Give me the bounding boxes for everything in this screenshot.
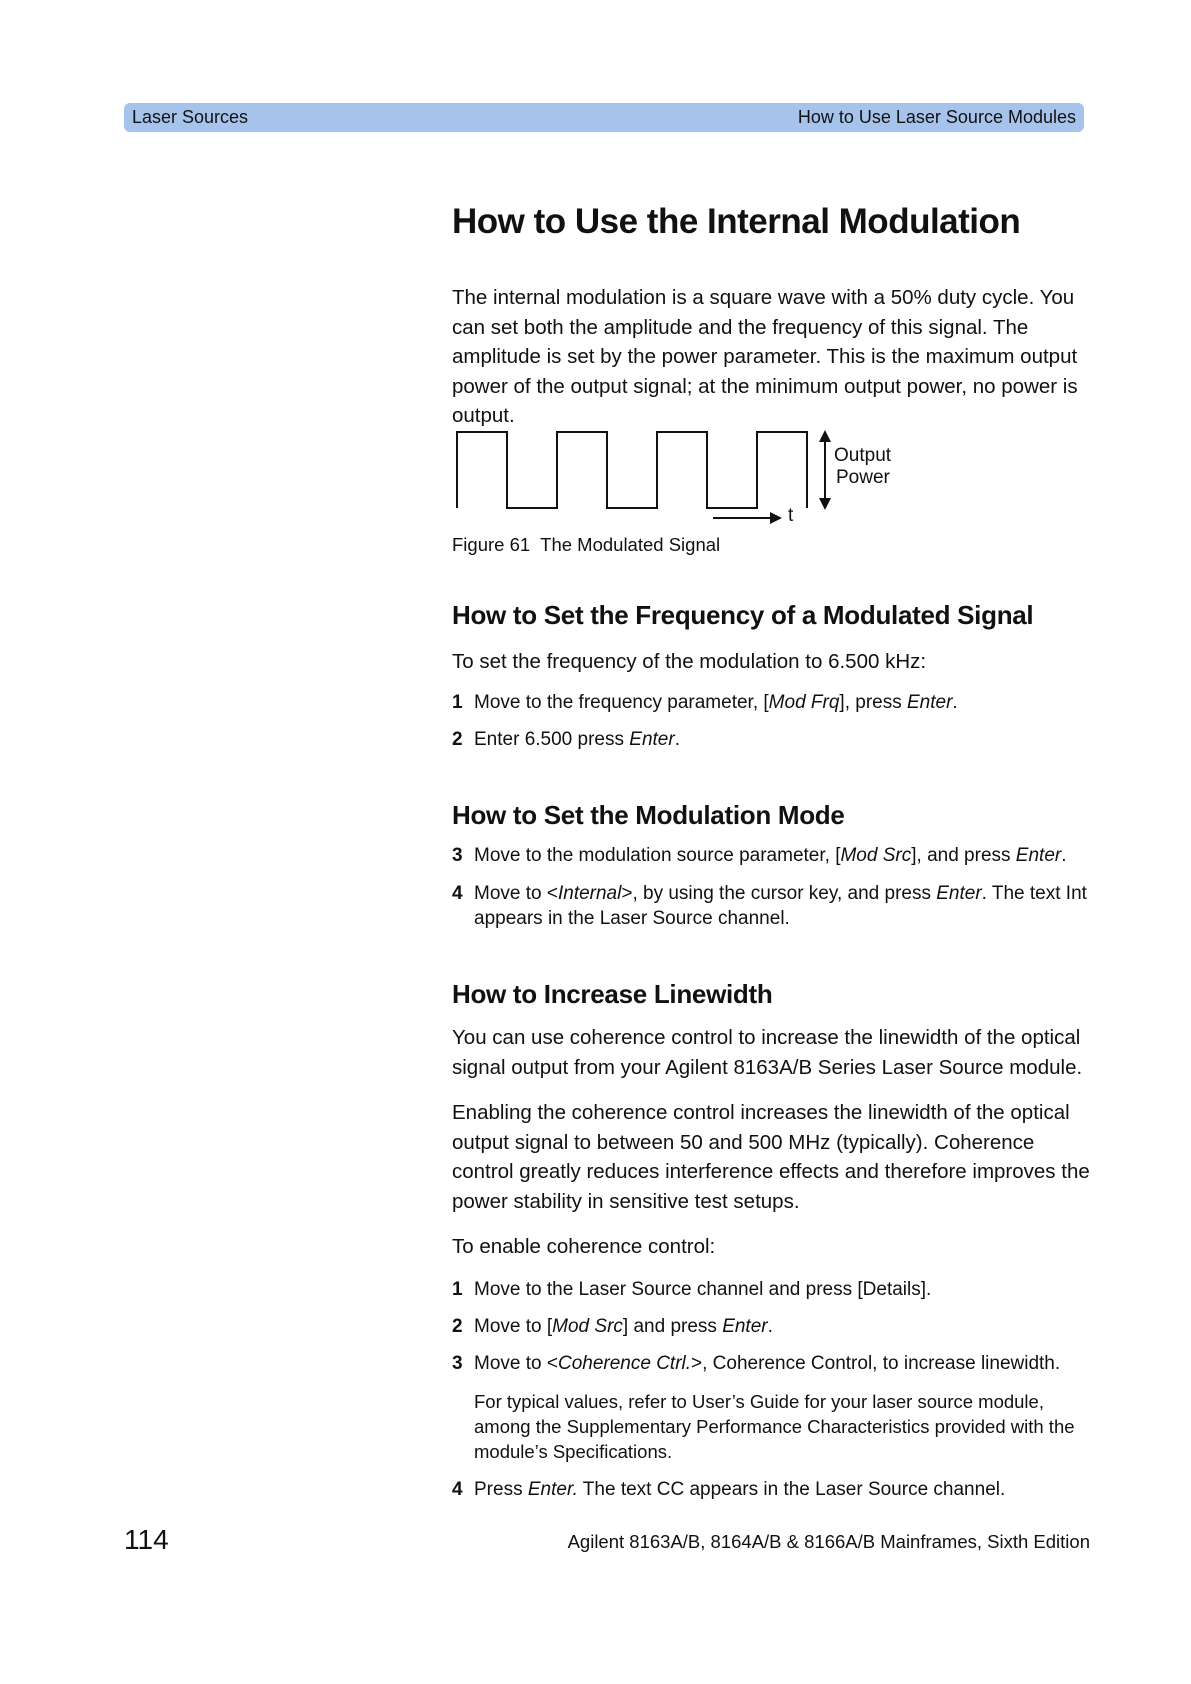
linewidth-para3-wrap [452,1232,1092,1262]
step-text: Move to [Mod Src] and press Enter. [474,1316,773,1337]
linewidth-para2-wrap [452,1098,1092,1216]
step-number: 3 [452,845,463,866]
running-header [124,103,1084,132]
linewidth-paragraph-2: Enabling the coherence control increases the linewidth of the optical output signal to between 50 and 500 MHz (typically). Coherence control greatly reduces interference effects and therefore improves the power stability in sensitive test setups. [452,1101,1090,1213]
section-internal-modulation [452,202,1092,242]
step-text: Enter 6.500 press Enter. [474,729,680,750]
frequency-intro-wrap [452,647,1092,677]
page-title: How to Use the Internal Modulation [452,202,1021,241]
time-arrowhead [770,512,782,524]
step-text: Press Enter. The text CC appears in the Laser Source channel. [474,1479,1006,1500]
step-text: Move to the modulation source parameter, [Mod Src], and press Enter. [474,845,1067,866]
step-text: Move to the frequency parameter, [Mod Frq], press Enter. [474,692,958,713]
note-typical-values: For typical values, refer to User’s Guide for your laser source module, among the Supplementary Performance Characteristics provided with the module’s Specifications. [474,1391,1075,1462]
section-linewidth-heading-wrap [452,979,1092,1010]
figure-caption [452,534,720,556]
step-number: 3 [452,1353,463,1374]
square-wave-diagram [455,430,915,530]
page-number: 114 [124,1524,169,1555]
step-number: 2 [452,1316,463,1337]
intro-paragraph-block [452,283,1092,431]
step-number: 4 [452,1479,463,1500]
heading-increase-linewidth: How to Increase Linewidth [452,979,773,1009]
power-arrowhead-down [819,498,831,510]
step-number: 1 [452,1279,463,1300]
step-number: 2 [452,729,463,750]
figure-caption-text: The Modulated Signal [540,534,721,555]
intro-paragraph: The internal modulation is a square wave with a 50% duty cycle. You can set both the amplitude and the frequency of this signal. The amplitude is set by the power parameter. This is the maximum output power of the output signal; at the minimum output power, no power is output. [452,286,1078,427]
square-wave-line [457,432,807,508]
label-power: Power [836,467,890,488]
modulated-signal-figure [455,430,915,535]
header-chapter: Laser Sources [132,107,249,127]
step-number: 1 [452,692,463,713]
linewidth-paragraph-1: You can use coherence control to increase the linewidth of the optical signal output from your Agilent 8163A/B Series Laser Source module. [452,1026,1083,1079]
step-text: Move to the Laser Source channel and press [Details]. [474,1279,932,1300]
heading-set-frequency: How to Set the Frequency of a Modulated Signal [452,600,1034,630]
linewidth-para1-wrap [452,1023,1092,1082]
header-section: How to Use Laser Source Modules [797,107,1076,127]
step-number: 4 [452,883,463,904]
section-frequency-heading-wrap [452,600,1092,631]
step-text: Move to <Coherence Ctrl.>, Coherence Control, to increase linewidth. [474,1353,1061,1374]
frequency-intro: To set the frequency of the modulation to 6.500 kHz: [452,650,927,673]
linewidth-paragraph-3: To enable coherence control: [452,1235,716,1258]
label-output: Output [834,445,892,466]
footer-title: Agilent 8163A/B, 8164A/B & 8166A/B Mainframes, Sixth Edition [567,1531,1090,1552]
step-text: Move to <Internal>, by using the cursor key, and press Enter. The text Int appears in the Laser Source channel. [474,883,1087,929]
power-arrowhead-up [819,430,831,442]
label-time: t [788,505,794,526]
heading-modulation-mode: How to Set the Modulation Mode [452,800,845,830]
figure-number: Figure 61 [452,534,531,555]
section-mode-heading-wrap [452,800,1092,831]
